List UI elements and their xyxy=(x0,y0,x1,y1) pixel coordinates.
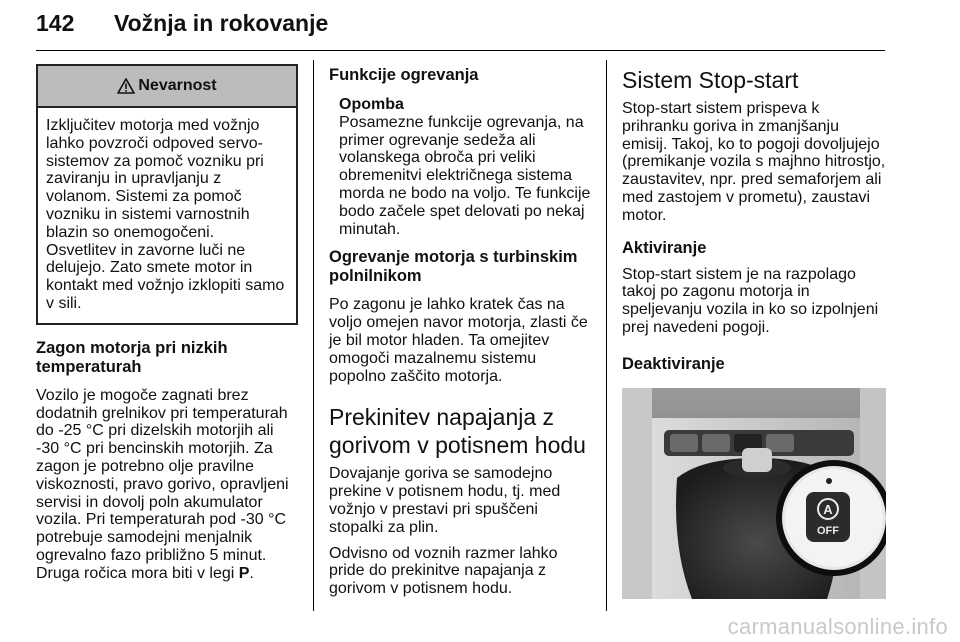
note-title: Opomba xyxy=(339,96,404,113)
column-3 xyxy=(622,66,887,604)
note-text: Posamezne funkcije ogrevanja, na primer ogrevanje sedeža ali volanskega obroča pri veliki obremenitvi električnega sistema morda ne bodo na voljo. Te funkcije bodo začele spet delovati po nekaj minutah. xyxy=(339,113,591,238)
low-temp-text-end: . xyxy=(249,564,254,582)
note-block xyxy=(329,96,591,238)
activate-heading: Aktiviranje xyxy=(622,238,707,257)
low-temp-heading: Zagon motorja pri nizkih temperaturah xyxy=(36,338,228,376)
fuel-cut-heading: Prekinitev napajanja z gorivom v potisnem hodu xyxy=(329,404,586,459)
stop-start-intro: Stop-start sistem prispeva k prihranku goriva in zmanjšanju emisij. Takoj, ko to pogoji dovoljujejo (premikanje vozila s majhno hitrostjo, zaustavitev, npr. pred semaforjem ali med zastojem v prometu), zaustavi motor. xyxy=(622,100,886,224)
turbo-text: Po zagonu je lahko kratek čas na voljo omejen navor motorja, zlasti če je bil motor hladen. Ta omejitev omogoči mazalnemu sistemu popolno zaščito motorja. xyxy=(329,296,588,385)
turbo-heading: Ogrevanje motorja s turbinskim polnilnikom xyxy=(329,248,578,286)
console-photo xyxy=(622,388,886,599)
page-number: 142 xyxy=(36,10,75,36)
page-header xyxy=(36,8,885,51)
activate-text: Stop-start sistem je na razpolago takoj po zagonu motorja in speljevanju vozila in ko so izpolnjeni prej navedeni pogoji. xyxy=(622,265,879,336)
fuel-cut-text-2: Odvisno od voznih razmer lahko pride do prekinitve napajanja z gorivom v potisnem hodu. xyxy=(329,544,558,598)
column-divider xyxy=(606,60,607,611)
column-1 xyxy=(36,64,298,583)
svg-text:A: A xyxy=(823,501,833,517)
danger-box-header xyxy=(38,66,296,108)
watermark: carmanualsonline.info xyxy=(727,614,948,639)
danger-box-title: Nevarnost xyxy=(138,77,217,95)
deactivate-heading: Deaktiviranje xyxy=(622,354,725,373)
gear-position-p: P xyxy=(238,564,250,582)
warning-triangle-icon xyxy=(117,78,135,94)
column-2 xyxy=(329,66,591,598)
column-divider xyxy=(313,60,314,611)
danger-box xyxy=(36,64,298,325)
section-title: Vožnja in rokovanje xyxy=(114,10,329,36)
fuel-cut-text-1: Dovajanje goriva se samodejno prekine v potisnem hodu, tj. med vožnjo v prestavi pri spuščeni stopalki za plin. xyxy=(329,465,561,536)
danger-box-text: Izključitev motorja med vožnjo lahko povzroči odpoved servo-sistemov za pomoč vozniku pri zaviranju in upravljanju z volanom. Sistemi za pomoč vozniku in sistemi varnostnih blazin so onemogočeni. Osvetlitev in zavorne luči ne delujejo. Zato smete motor in kontakt med vožnjo izklopiti samo v sili. xyxy=(46,117,285,312)
stop-start-heading: Sistem Stop-start xyxy=(622,67,799,93)
low-temp-text-body: Vozilo je mogoče zagnati brez dodatnih grelnikov pri temperaturah do -25 °C pri dizelskih motorjih ali -30 °C pri bencinskih motorjih. Za zagon je potrebno olje pravilne viskoznosti, pravo gorivo, opravljeni servisi in dovolj poln akumulator vozila. Pri temperaturah pod -30 °C potrebuje samodejni menjalnik ogrevalno fazo približno 5 minut. Druga ročica mora biti v legi xyxy=(36,386,289,582)
off-button-label: OFF xyxy=(817,524,839,537)
low-temp-text xyxy=(36,387,298,583)
heating-heading: Funkcije ogrevanja xyxy=(329,66,479,84)
